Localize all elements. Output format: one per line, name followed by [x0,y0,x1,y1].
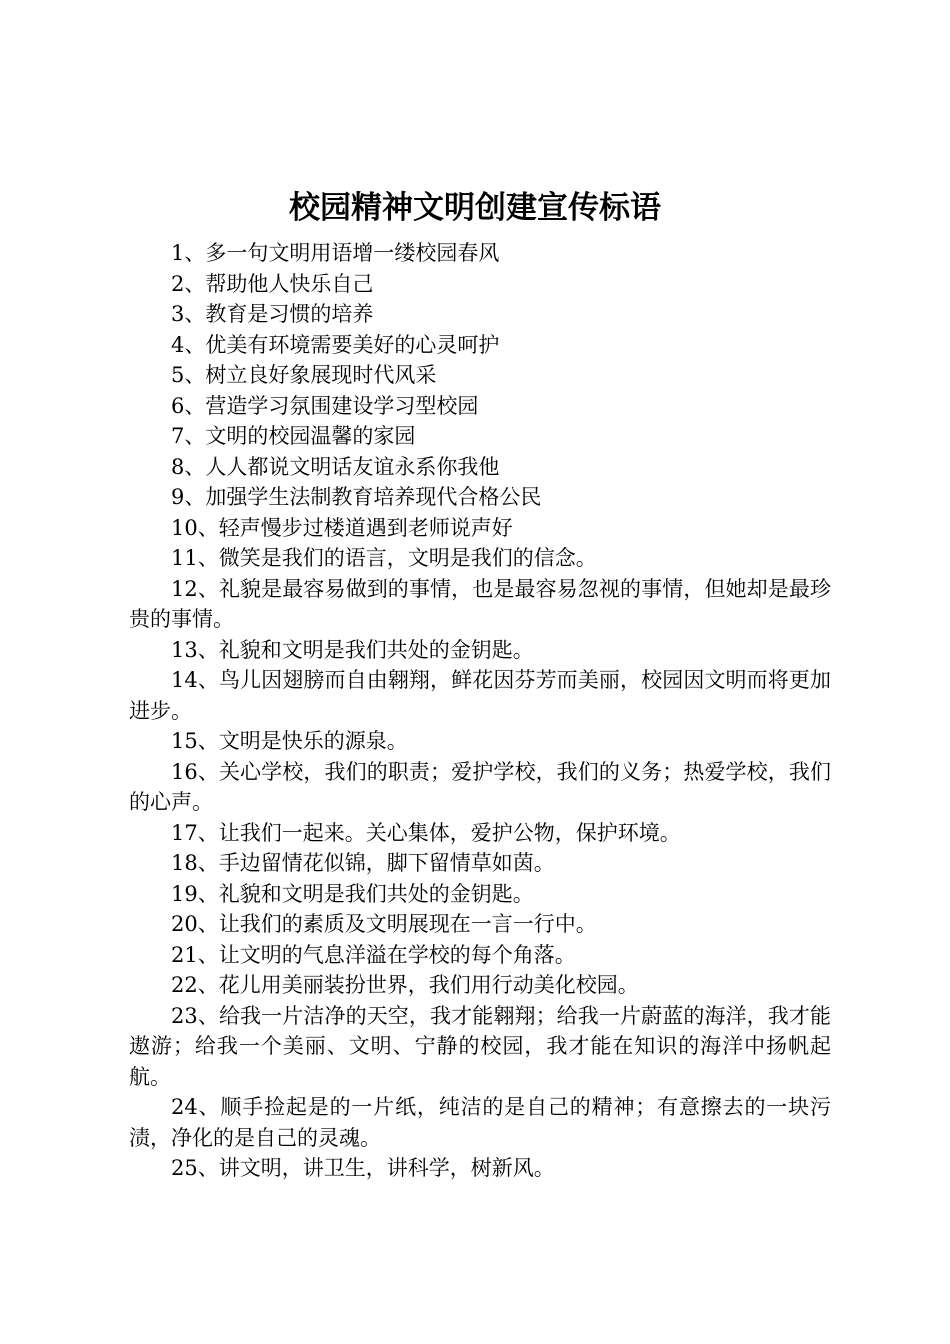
slogan-item-25: 25、讲文明，讲卫生，讲科学，树新风。 [171,1156,555,1180]
document-title: 校园精神文明创建宣传标语 [289,190,661,226]
slogan-item-12: 12、礼貌是最容易做到的事情，也是最容易忽视的事情，但她却是最珍贵的事情。 [129,576,831,631]
slogan-item-21: 21、让文明的气息洋溢在学校的每个角落。 [171,942,576,967]
slogan-item-16: 16、关心学校，我们的职责；爱护学校，我们的义务；热爱学校，我们的心声。 [129,759,831,814]
slogan-item-5: 5、树立良好象展现时代风采 [171,363,437,387]
slogan-item-11: 11、微笑是我们的语言，文明是我们的信念。 [171,546,597,570]
slogan-item-17: 17、让我们一起来。关心集体，爱护公物，保护环境。 [171,820,681,845]
slogan-item-1: 1、多一句文明用语增一缕校园春风 [171,241,500,265]
slogan-item-20: 20、让我们的素质及文明展现在一言一行中。 [171,912,597,936]
slogan-item-18: 18、手边留情花似锦，脚下留情草如茵。 [171,851,555,875]
slogan-item-8: 8、人人都说文明话友谊永系你我他 [171,454,500,479]
slogan-item-15: 15、文明是快乐的源泉。 [171,729,408,753]
slogan-item-4: 4、优美有环境需要美好的心灵呵护 [171,332,500,357]
slogan-list [129,238,831,1184]
slogan-item-23: 23、给我一片洁净的天空，我才能翱翔；给我一片蔚蓝的海洋，我才能遨游；给我一个美丽、文明、宁静的校园，我才能在知识的海洋中扬帆起航。 [129,1003,831,1089]
slogan-item-19: 19、礼貌和文明是我们共处的金钥匙。 [171,881,534,906]
slogan-item-2: 2、帮助他人快乐自己 [171,271,374,296]
slogan-item-10: 10、轻声慢步过楼道遇到老师说声好 [171,515,513,540]
slogan-item-6: 6、营造学习氛围建设学习型校园 [171,393,479,418]
slogan-item-7: 7、文明的校园温馨的家园 [171,424,416,448]
slogan-item-3: 3、教育是习惯的培养 [171,302,374,326]
slogan-item-9: 9、加强学生法制教育培养现代合格公民 [171,485,542,509]
slogan-item-13: 13、礼貌和文明是我们共处的金钥匙。 [171,637,534,662]
slogan-item-24: 24、顺手捡起是的一片纸，纯洁的是自己的精神；有意擦去的一块污渍，净化的是自己的灵魂。 [129,1095,831,1150]
slogan-item-22: 22、花儿用美丽装扮世界，我们用行动美化校园。 [171,973,639,997]
slogan-item-14: 14、鸟儿因翅膀而自由翱翔，鲜花因芬芳而美丽，校园因文明而将更加进步。 [129,668,831,723]
